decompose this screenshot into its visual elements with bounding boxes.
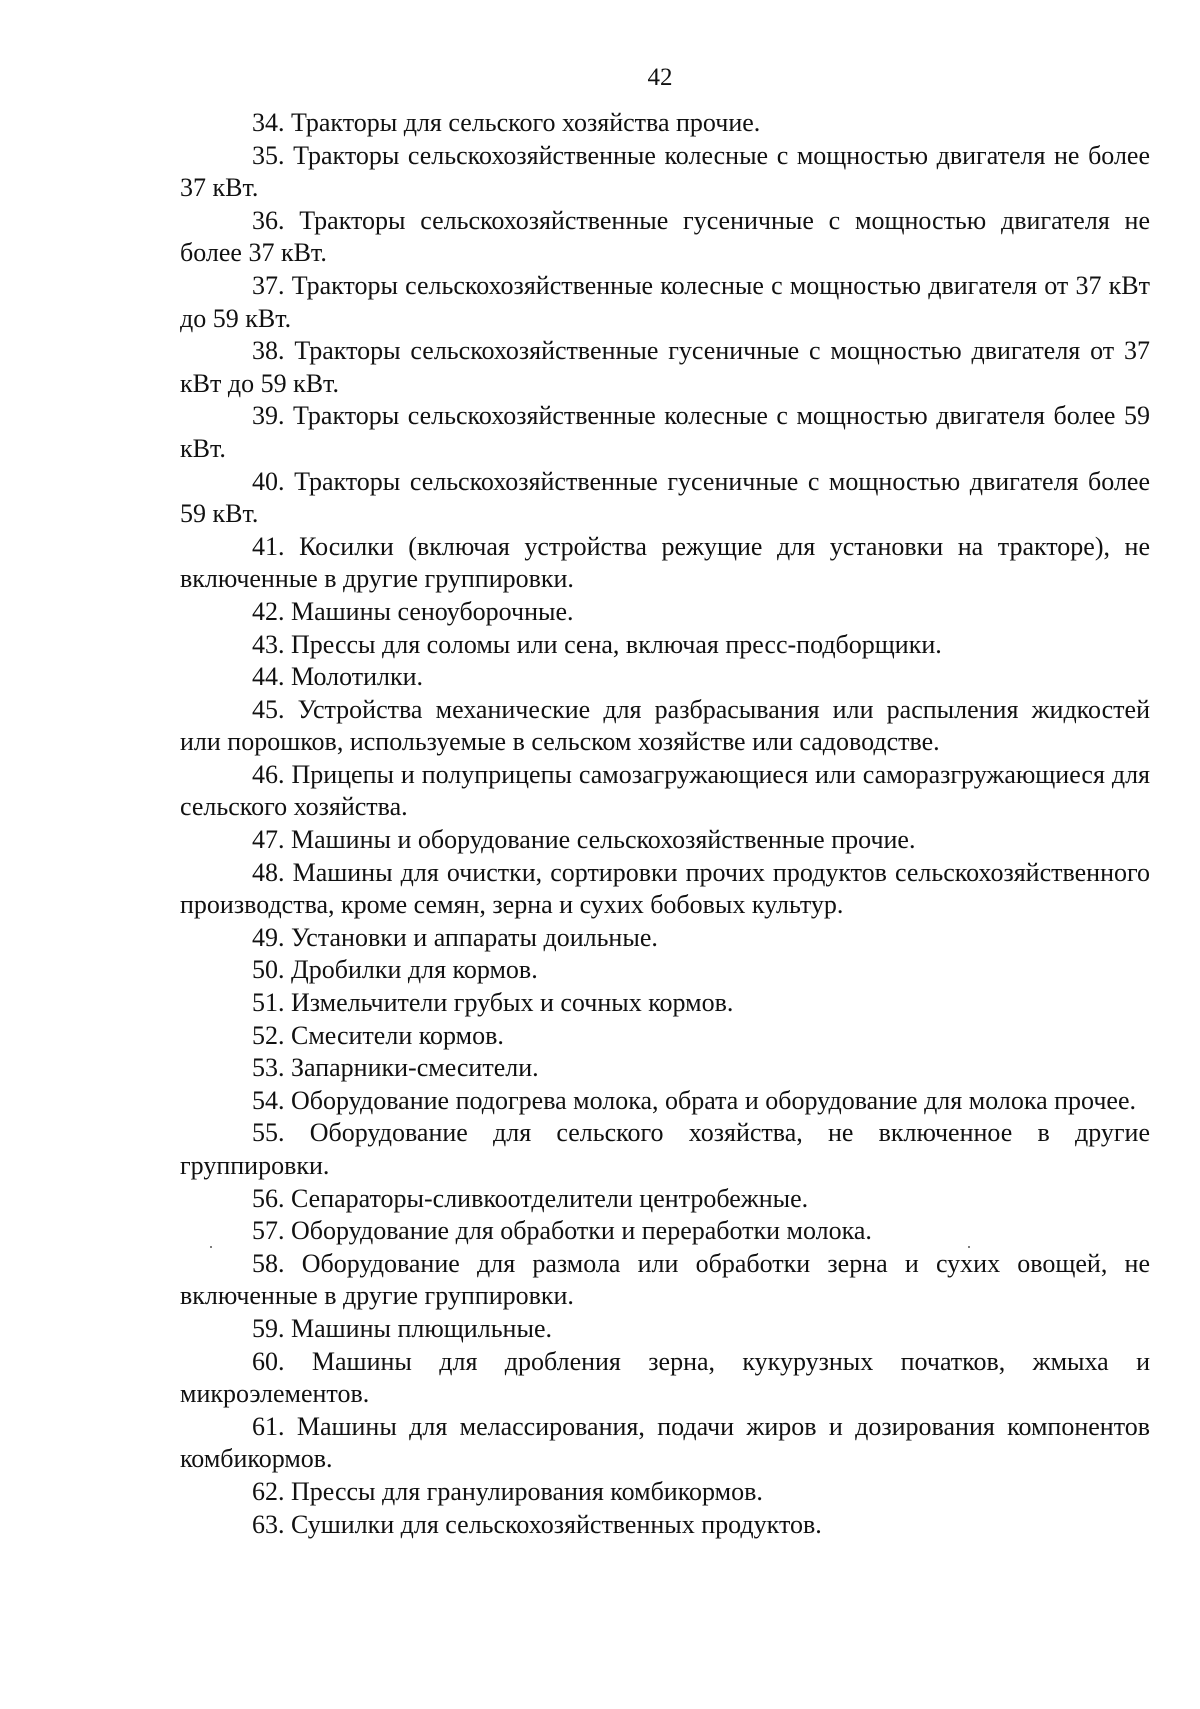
item-number: 49. — [252, 922, 285, 952]
list-item — [180, 1313, 1150, 1346]
item-number: 52. — [252, 1020, 285, 1050]
item-number: 36. — [252, 205, 285, 235]
item-number: 44. — [252, 662, 285, 692]
item-number: 54. — [252, 1085, 285, 1115]
item-text: Сепараторы-сливкоотделители центробежные. — [291, 1183, 809, 1213]
list-item — [180, 1509, 1150, 1542]
item-number: 40. — [252, 466, 285, 496]
list-item — [180, 954, 1150, 987]
list-item — [180, 205, 1150, 270]
list-item — [180, 335, 1150, 400]
item-number: 60. — [252, 1346, 285, 1376]
item-number: 43. — [252, 629, 285, 659]
item-text: Машины плющильные. — [291, 1313, 552, 1343]
list-item — [180, 987, 1150, 1020]
item-text: Машины для дробления зерна, кукурузных початков, жмыха и микроэлементов. — [180, 1346, 1151, 1409]
item-text: Оборудование для сельского хозяйства, не включенное в другие группировки. — [180, 1118, 1150, 1180]
list-item — [180, 107, 1150, 140]
item-number: 39. — [252, 401, 285, 431]
list-item — [180, 1085, 1150, 1118]
list-item — [180, 1346, 1150, 1411]
item-text: Прицепы и полуприцепы самозагружающиеся или саморазгружающиеся для сельского хозяйства. — [180, 759, 1151, 822]
list-item — [180, 400, 1150, 465]
item-text: Оборудование для обработки и переработки молока. — [291, 1216, 872, 1246]
item-text: Прессы для гранулирования комбикормов. — [291, 1476, 763, 1506]
list-item — [180, 1411, 1150, 1476]
item-text: Оборудование для размола или обработки зерна и сухих овощей, не включенные в другие группировки. — [180, 1248, 1150, 1311]
item-text: Машины для мелассирования, подачи жиров и дозирования компонентов комбикормов. — [180, 1411, 1150, 1474]
item-text: Тракторы сельскохозяйственные гусеничные с мощностью двигателя от 37 кВт до 59 кВт. — [180, 336, 1150, 398]
item-number: 37. — [252, 270, 285, 300]
item-text: Машины и оборудование сельскохозяйственные прочие. — [291, 825, 916, 855]
item-text: Тракторы для сельского хозяйства прочие. — [291, 108, 761, 137]
list-item — [180, 270, 1150, 335]
page-number: 42 — [647, 64, 673, 91]
item-text: Запарники-смесители. — [291, 1053, 539, 1083]
item-number: 63. — [252, 1509, 285, 1539]
item-number: 53. — [252, 1053, 285, 1083]
list-item — [180, 596, 1150, 629]
item-text: Тракторы сельскохозяйственные гусеничные с мощностью двигателя более 59 кВт. — [180, 466, 1150, 529]
item-text: Прессы для соломы или сена, включая пресс-подборщики. — [291, 629, 942, 659]
item-number: 38. — [252, 336, 285, 366]
item-number: 35. — [252, 140, 285, 170]
list-item — [180, 466, 1150, 531]
scan-speck — [210, 1246, 212, 1248]
item-number: 51. — [252, 988, 285, 1018]
list-item — [180, 922, 1150, 955]
item-number: 55. — [252, 1118, 285, 1148]
item-number: 50. — [252, 955, 285, 985]
item-text: Молотилки. — [291, 662, 424, 692]
item-text: Устройства механические для разбрасывания или распыления жидкостей или порошков, используемые в сельском хозяйстве или садоводстве. — [180, 694, 1150, 757]
list-item — [180, 1476, 1150, 1509]
list-item — [180, 694, 1150, 759]
item-number: 59. — [252, 1313, 285, 1343]
item-text: Оборудование подогрева молока, обрата и оборудование для молока прочее. — [291, 1085, 1136, 1115]
list-item — [180, 1020, 1150, 1053]
item-number: 42. — [252, 596, 285, 626]
item-number: 34. — [252, 108, 285, 137]
item-number: 47. — [252, 825, 285, 855]
list-item — [180, 629, 1150, 662]
item-number: 61. — [252, 1411, 285, 1441]
item-list — [180, 107, 1150, 1541]
item-number: 57. — [252, 1216, 285, 1246]
item-text: Сушилки для сельскохозяйственных продуктов. — [291, 1509, 822, 1539]
item-text: Дробилки для кормов. — [291, 955, 538, 985]
list-item — [180, 1183, 1150, 1216]
item-number: 48. — [252, 857, 285, 887]
item-text: Измельчители грубых и сочных кормов. — [291, 988, 734, 1018]
item-text: Тракторы сельскохозяйственные колесные с мощностью двигателя от 37 кВт до 59 кВт. — [180, 270, 1150, 333]
scan-speck — [968, 1246, 970, 1248]
list-item — [180, 1215, 1150, 1248]
list-item — [180, 857, 1150, 922]
item-number: 62. — [252, 1476, 285, 1506]
list-item — [180, 531, 1150, 596]
list-item — [180, 1248, 1150, 1313]
item-text: Установки и аппараты доильные. — [291, 922, 658, 952]
list-item — [180, 661, 1150, 694]
item-text: Машины сеноуборочные. — [291, 596, 574, 626]
item-text: Смесители кормов. — [291, 1020, 504, 1050]
list-item — [180, 824, 1150, 857]
item-number: 58. — [252, 1248, 285, 1278]
list-item — [180, 1117, 1150, 1182]
item-text: Косилки (включая устройства режущие для установки на тракторе), не включенные в другие группировки. — [180, 531, 1151, 594]
item-number: 45. — [252, 694, 285, 724]
item-text: Тракторы сельскохозяйственные колесные с мощностью двигателя более 59 кВт. — [180, 401, 1151, 463]
item-number: 56. — [252, 1183, 285, 1213]
list-item — [180, 140, 1150, 205]
list-item — [180, 1052, 1150, 1085]
item-number: 41. — [252, 531, 285, 561]
item-text: Тракторы сельскохозяйственные колесные с мощностью двигателя не более 37 кВт. — [180, 140, 1151, 203]
list-item — [180, 759, 1150, 824]
item-text: Тракторы сельскохозяйственные гусеничные с мощностью двигателя не более 37 кВт. — [180, 205, 1151, 268]
item-number: 46. — [252, 759, 285, 789]
item-text: Машины для очистки, сортировки прочих продуктов сельскохозяйственного производства, кроме семян, зерна и сухих бобовых культур. — [180, 857, 1150, 920]
